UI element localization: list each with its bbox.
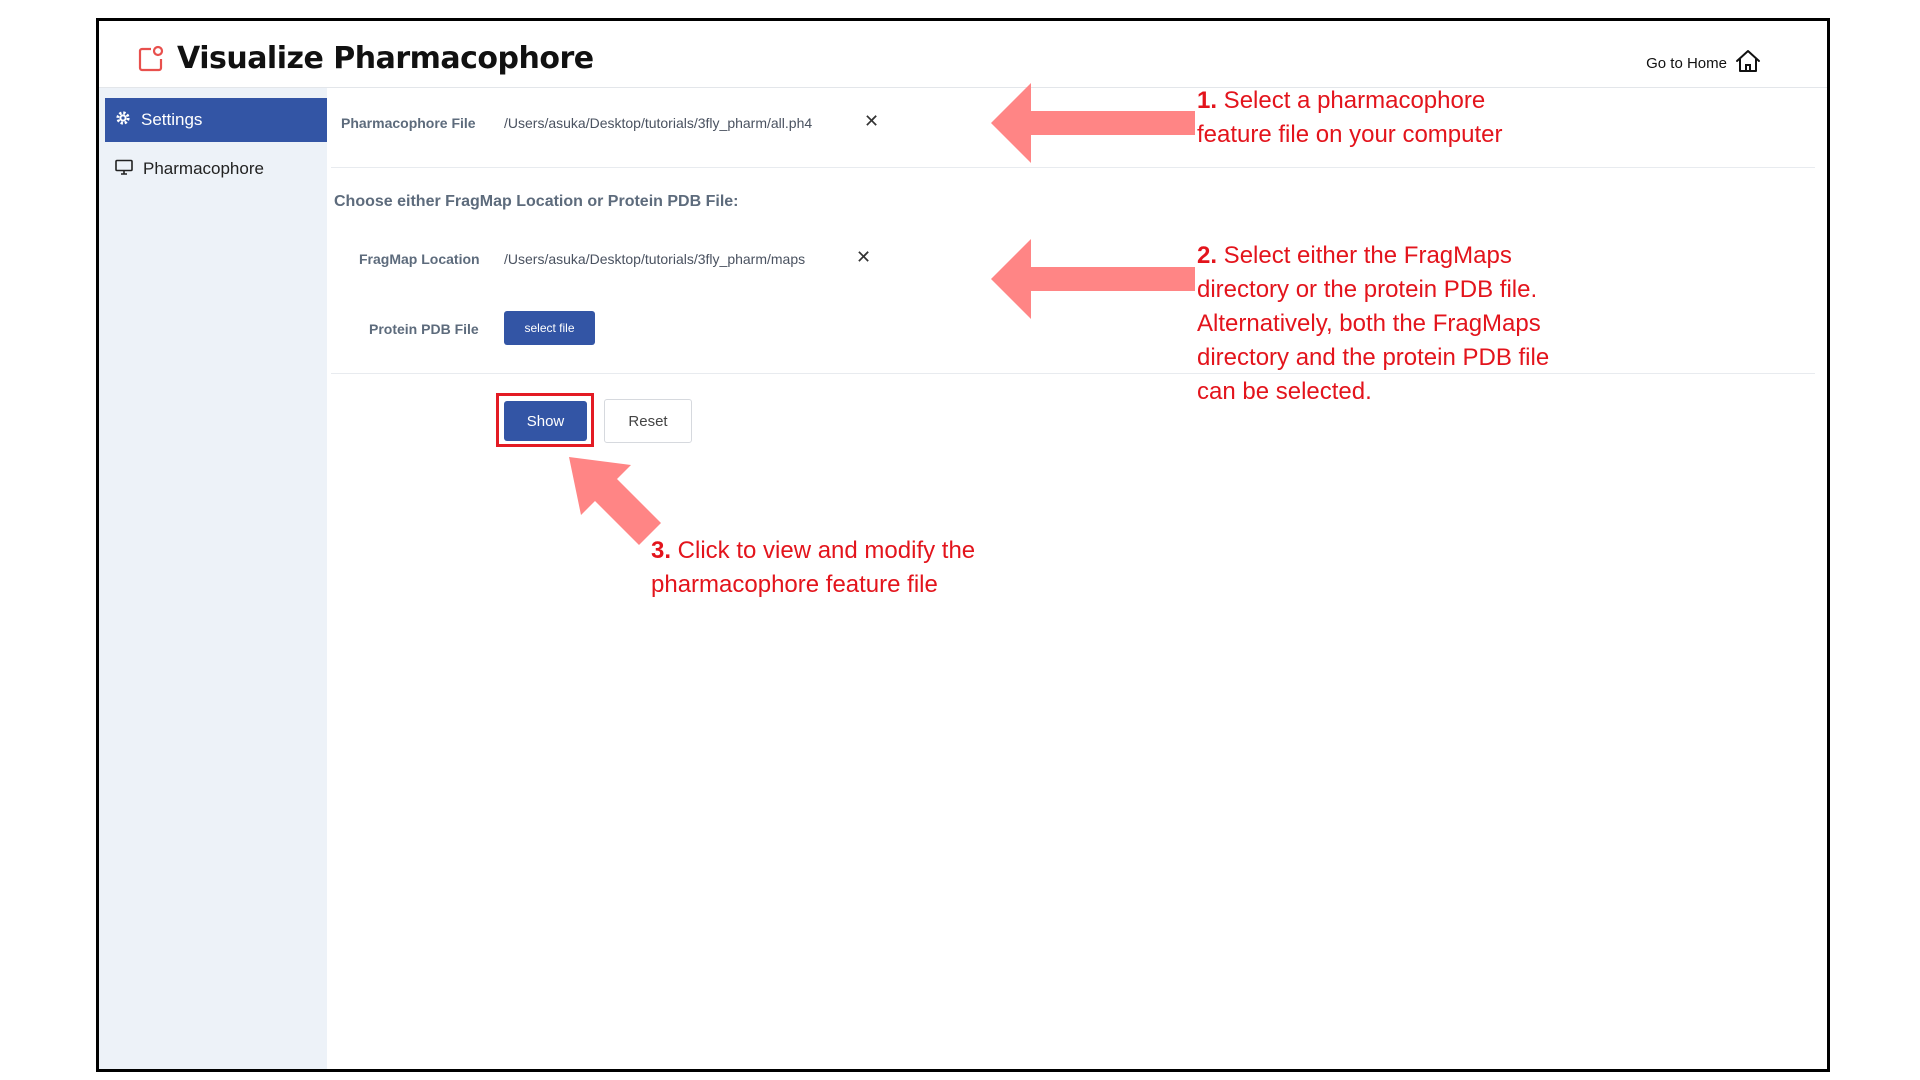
pharmacophore-file-label: Pharmacophore File: [341, 115, 476, 131]
annotation-arrow-2: [991, 237, 1195, 321]
annotation-step-2: 2. Select either the FragMaps directory or the protein PDB file. Alternatively, both the FragMaps directory and the protein PDB file can be selected.: [1197, 242, 1550, 405]
annotation-step-1: 1. Select a pharmacophore feature file on your computer: [1197, 87, 1503, 148]
sidebar-item-settings[interactable]: [105, 98, 327, 142]
clear-pharmacophore-file-icon[interactable]: ✕: [864, 111, 880, 132]
monitor-icon: [115, 159, 133, 180]
fragmap-location-label: FragMap Location: [359, 251, 480, 267]
pharmacophore-file-path: /Users/asuka/Desktop/tutorials/3fly_pharm/all.ph4: [504, 115, 813, 131]
sidebar: [99, 88, 327, 1069]
select-file-button[interactable]: select file: [504, 311, 595, 345]
divider: [331, 373, 1815, 374]
choose-instruction: Choose either FragMap Location or Protein PDB File:: [334, 193, 739, 210]
sidebar-item-pharmacophore[interactable]: [105, 147, 327, 191]
app-logo-icon: [137, 45, 165, 78]
clear-fragmap-location-icon[interactable]: ✕: [856, 247, 872, 268]
sidebar-item-label: Settings: [141, 110, 203, 129]
annotation-step-3: 3. Click to view and modify the pharmacophore feature file: [651, 537, 976, 598]
fragmap-location-path: /Users/asuka/Desktop/tutorials/3fly_pharm/maps: [504, 251, 806, 267]
go-to-home-label: Go to Home: [1646, 54, 1727, 72]
home-icon: [1735, 49, 1761, 77]
divider: [331, 167, 1815, 168]
app-window: [96, 18, 1830, 1072]
sidebar-item-label: Pharmacophore: [143, 159, 264, 178]
gear-icon: [115, 110, 131, 131]
reset-button[interactable]: Reset: [604, 399, 692, 443]
protein-pdb-label: Protein PDB File: [369, 321, 479, 337]
page-title: Visualize Pharmacophore: [177, 41, 594, 76]
go-to-home-link[interactable]: [1646, 49, 1761, 77]
annotation-arrow-1: [991, 81, 1195, 165]
show-button[interactable]: Show: [504, 401, 587, 441]
app-header: [99, 21, 1827, 88]
